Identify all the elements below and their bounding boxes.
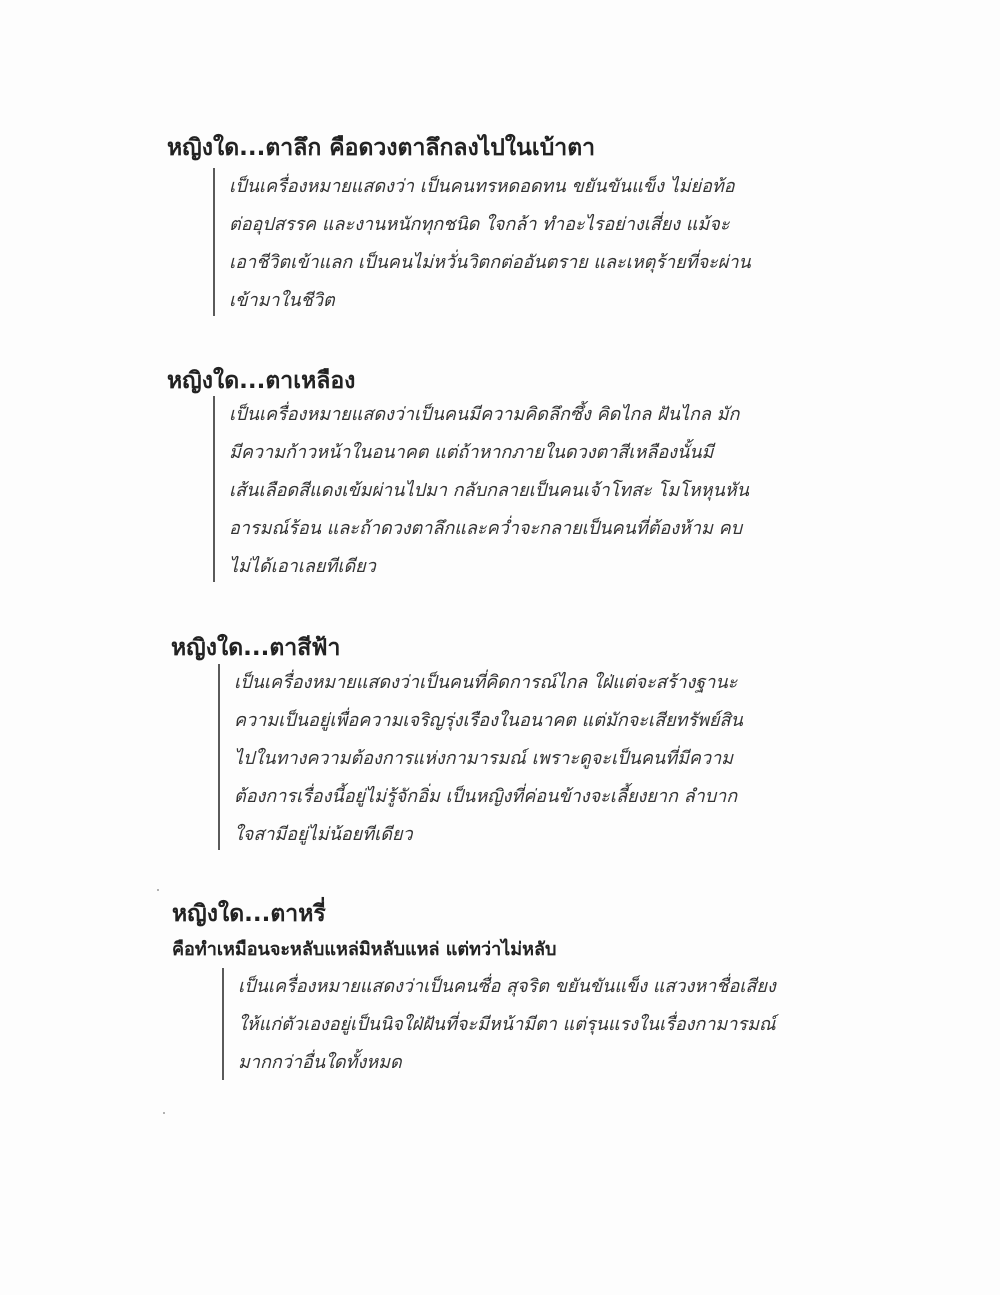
body-line: ความเป็นอยู่เพื่อความเจริญรุ่งเรืองในอนาคต แต่มักจะเสียทรัพย์สิน xyxy=(234,710,743,731)
body-line: เป็นเครื่องหมายแสดงว่าเป็นคนซื่อ สุจริต ขยันขันแข็ง แสวงหาชื่อเสียง xyxy=(238,976,776,997)
section-body-deep-eyes xyxy=(213,168,751,316)
body-line: เข้ามาในชีวิต xyxy=(229,290,335,311)
section-body-yellow-eyes xyxy=(213,396,749,582)
body-line: มีความก้าวหน้าในอนาคต แต่ถ้าหากภายในดวงตาสีเหลืองนั้นมี xyxy=(229,442,714,463)
section-heading-blue-eyes: หญิงใด...ตาสีฟ้า xyxy=(171,635,341,661)
section-body-squint-eyes xyxy=(222,968,776,1080)
body-line: ต้องการเรื่องนี้อยู่ไม่รู้จักอิ่ม เป็นหญิงที่ค่อนข้างจะเลี้ยงยาก ลำบาก xyxy=(234,786,738,807)
body-line: ไม่ได้เอาเลยทีเดียว xyxy=(229,556,376,577)
section-heading-deep-eyes: หญิงใด...ตาลึก คือดวงตาลึกลงไปในเบ้าตา xyxy=(167,135,596,161)
body-line: ต่ออุปสรรค และงานหนักทุกชนิด ใจกล้า ทำอะไรอย่างเสี่ยง แม้จะ xyxy=(229,214,730,235)
scan-speck xyxy=(163,1112,165,1114)
body-line: ใจสามีอยู่ไม่น้อยทีเดียว xyxy=(234,824,413,845)
section-heading-squint-eyes: หญิงใด...ตาหรี่ xyxy=(172,901,326,927)
section-heading-yellow-eyes: หญิงใด...ตาเหลือง xyxy=(167,368,356,394)
body-line: เป็นเครื่องหมายแสดงว่า เป็นคนทรหดอดทน ขยันขันแข็ง ไม่ย่อท้อ xyxy=(229,176,735,197)
scan-speck xyxy=(157,889,159,891)
body-line: เอาชีวิตเข้าแลก เป็นคนไม่หวั่นวิตกต่ออันตราย และเหตุร้ายที่จะผ่าน xyxy=(229,252,751,273)
body-line: มากกว่าอื่นใดทั้งหมด xyxy=(238,1052,402,1073)
body-line: เป็นเครื่องหมายแสดงว่าเป็นคนที่คิดการณ์ไกล ใฝ่แต่จะสร้างฐานะ xyxy=(234,672,738,693)
section-subheading-squint-eyes: คือทำเหมือนจะหลับแหล่มิหลับแหล่ แต่ทว่าไม่หลับ xyxy=(172,939,557,960)
body-line: อารมณ์ร้อน และถ้าดวงตาลึกและคว่ำจะกลายเป็นคนที่ต้องห้าม คบ xyxy=(229,518,743,539)
body-line: เส้นเลือดสีแดงเข้มผ่านไปมา กลับกลายเป็นคนเจ้าโทสะ โมโหหุนหัน xyxy=(229,480,749,501)
body-line: ไปในทางความต้องการแห่งกามารมณ์ เพราะดูจะเป็นคนที่มีความ xyxy=(234,748,734,769)
body-line: เป็นเครื่องหมายแสดงว่าเป็นคนมีความคิดลึกซึ้ง คิดไกล ฝันไกล มัก xyxy=(229,404,740,425)
body-line: ให้แก่ตัวเองอยู่เป็นนิจใฝ่ฝันที่จะมีหน้ามีตา แต่รุนแรงในเรื่องกามารมณ์ xyxy=(238,1014,776,1035)
section-body-blue-eyes xyxy=(218,664,743,850)
